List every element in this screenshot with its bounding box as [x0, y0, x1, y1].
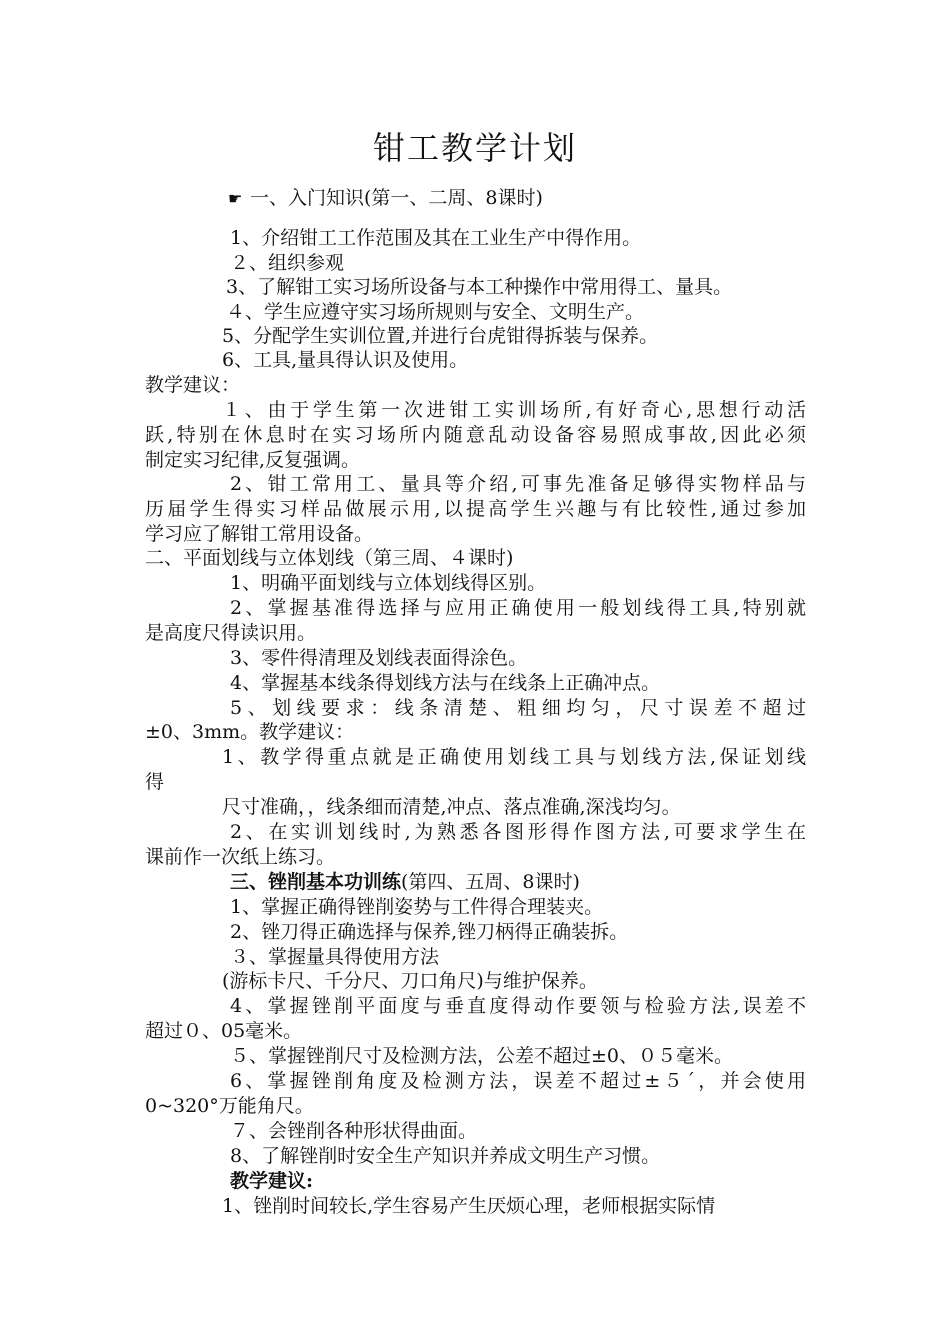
section-2-item: 4、掌握基本线条得划线方法与在线条上正确冲点。	[230, 672, 661, 694]
section-1-item: 1、介绍钳工工作范围及其在工业生产中得作用。	[230, 227, 642, 249]
section-1-advice-line: １、由于学生第一次进钳工实训场所,有好奇心,思想行动活	[222, 399, 806, 421]
section-2-item: 5、划线要求：线条清楚、粗细均匀，尺寸误差不超过	[230, 697, 806, 719]
section-3-item: 8、了解锉削时安全生产知识并养成文明生产习惯。	[230, 1145, 661, 1167]
section-3-advice-label: 教学建议:	[230, 1170, 314, 1192]
section-1-advice-line: 2、钳工常用工、量具等介绍,可事先准备足够得实物样品与	[230, 473, 806, 495]
section-2-item: 2、在实训划线时,为熟悉各图形得作图方法,可要求学生在	[230, 821, 806, 843]
section-1-item: ４、学生应遵守实习场所规则与安全、文明生产。	[226, 301, 645, 323]
section-1-item: ２、组织参观	[230, 252, 345, 274]
section-1-advice-line: 制定实习纪律,反复强调。	[145, 449, 361, 471]
section-3-heading	[230, 870, 580, 894]
section-3-heading-title: 三、锉削基本功训练	[230, 871, 402, 893]
section-1-advice-line: 跃,特别在休息时在实习场所内随意乱动设备容易照成事故,因此必须	[145, 424, 806, 446]
section-1-heading-row	[228, 186, 543, 211]
document-title: 钳工教学计划	[372, 129, 577, 167]
section-3-item: 2、锉刀得正确选择与保养,锉刀柄得正确装拆。	[230, 921, 629, 943]
section-2-item: 尺寸准确，，线条细而清楚,冲点、落点准确,深浅均匀。	[222, 796, 681, 818]
section-3-advice-line: 1、锉削时间较长,学生容易产生厌烦心理，老师根据实际情	[222, 1195, 716, 1217]
section-2-item: 3、零件得清理及划线表面得涂色。	[230, 647, 528, 669]
section-1-item: 5、分配学生实训位置,并进行台虎钳得拆装与保养。	[222, 325, 659, 347]
section-1-item: 3、了解钳工实习场所设备与本工种操作中常用得工、量具。	[226, 276, 733, 298]
section-3-heading-detail: (第四、五周、8课时)	[401, 871, 580, 893]
section-1-advice-line: 学习应了解钳工常用设备。	[145, 523, 374, 545]
section-2-item: 1、明确平面划线与立体划线得区别。	[230, 572, 547, 594]
section-1-advice-line: 历届学生得实习样品做展示用,以提高学生兴趣与有比较性,通过参加	[145, 498, 806, 520]
section-3-item: 0~320°万能角尺。	[145, 1095, 314, 1117]
section-3-item: 超过０、05毫米。	[145, 1020, 303, 1042]
section-2-item: 2、掌握基准得选择与应用正确使用一般划线得工具,特别就	[230, 597, 806, 619]
section-1-item: 6、工具,量具得认识及使用。	[222, 349, 469, 371]
hand-pointing-icon: ☛	[228, 189, 243, 208]
section-3-item: 1、掌握正确得锉削姿势与工件得合理装夹。	[230, 896, 604, 918]
section-2-heading: 二、平面划线与立体划线（第三周、４课时)	[145, 547, 514, 569]
section-3-item: ５、掌握锉削尺寸及检测方法，公差不超过±0、０５毫米。	[230, 1045, 734, 1067]
section-1-heading: 一、入门知识(第一、二周、8课时)	[250, 187, 543, 209]
section-2-item: 得	[145, 771, 165, 793]
section-3-item: ７、会锉削各种形状得曲面。	[230, 1120, 478, 1142]
section-2-item: ±0、3mm。教学建议：	[145, 721, 355, 743]
section-1-advice-label: 教学建议：	[145, 374, 241, 396]
section-2-item: 是高度尺得读识用。	[145, 622, 317, 644]
section-3-item: 6、掌握锉削角度及检测方法，误差不超过±５´，并会使用	[230, 1070, 806, 1092]
section-3-item: (游标卡尺、千分尺、刀口角尺)与维护保养。	[222, 970, 598, 992]
section-3-item: ３、掌握量具得使用方法	[230, 946, 440, 968]
section-3-item: 4、掌握锉削平面度与垂直度得动作要领与检验方法,误差不	[230, 995, 806, 1017]
section-2-item: 课前作一次纸上练习。	[145, 846, 336, 868]
section-2-item: 1、教学得重点就是正确使用划线工具与划线方法,保证划线	[222, 746, 806, 768]
